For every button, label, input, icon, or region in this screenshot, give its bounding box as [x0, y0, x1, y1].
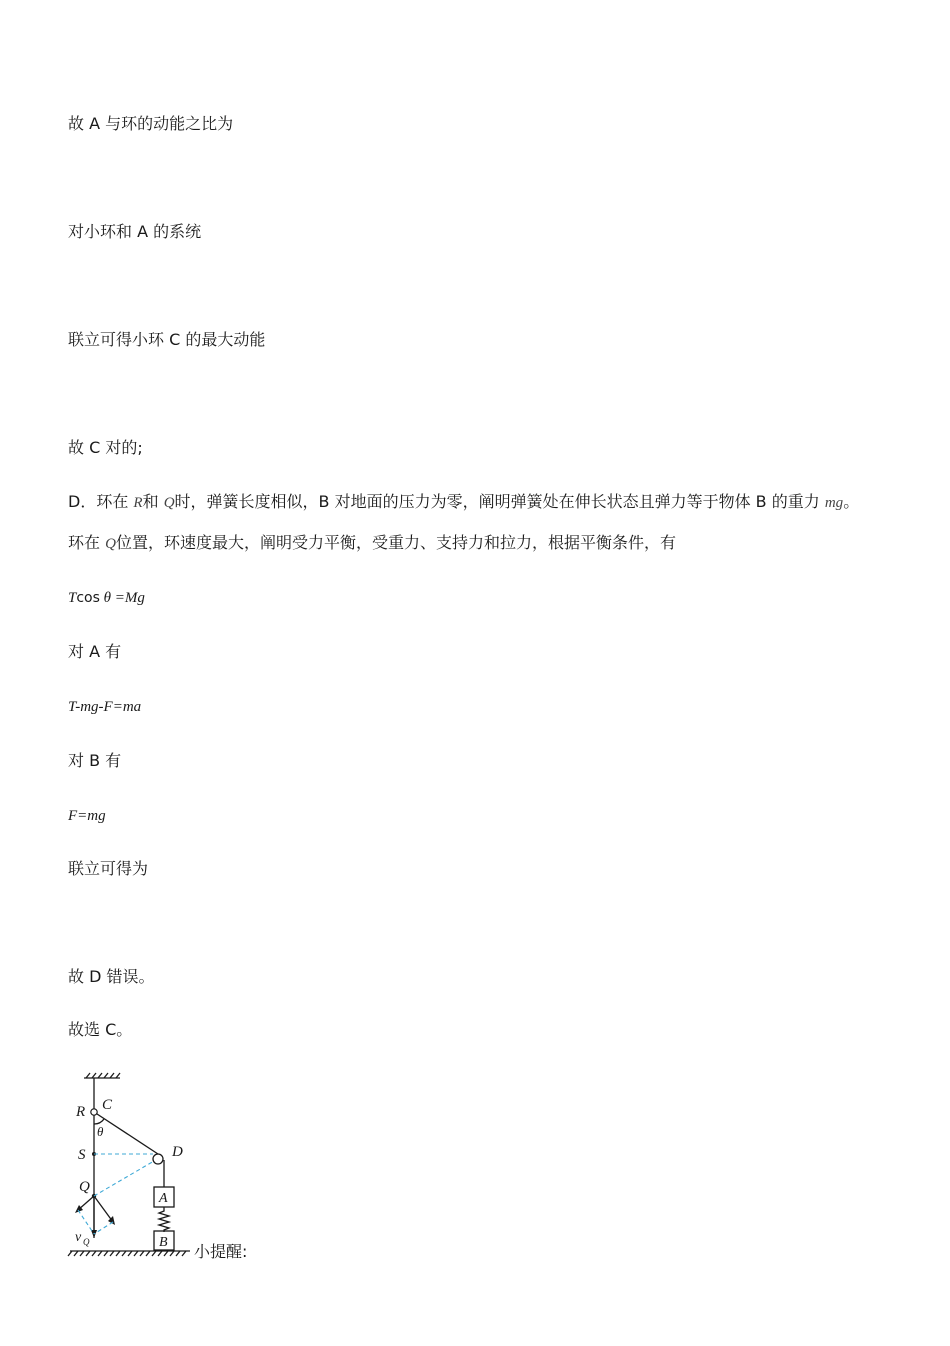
equation-b: F=mg — [68, 808, 106, 824]
pulley-d — [153, 1154, 163, 1164]
text-seg: 。 — [843, 492, 860, 511]
label-d: D — [172, 1144, 183, 1160]
text-line-system: 对小环和 A 的系统 — [68, 222, 202, 241]
text-line-choose-c: 故选 C。 — [68, 1020, 133, 1039]
label-q: Q — [79, 1179, 90, 1195]
text-seg: D．环在 — [68, 492, 134, 511]
ring-c — [91, 1109, 97, 1115]
var-Q: Q — [163, 495, 175, 511]
label-r: R — [76, 1104, 86, 1120]
text-seg: 环在 — [68, 533, 106, 552]
text-line-combine: 联立可得为 — [68, 859, 149, 878]
text-line-option-d — [68, 491, 859, 514]
text-line-ring-at-q — [68, 532, 676, 555]
text-line-c-correct: 故 C 对的; — [68, 438, 143, 457]
label-vq-sub: Q — [83, 1237, 90, 1247]
text-line-d-wrong: 故 D 错误。 — [68, 967, 155, 986]
text-seg: 位置，环速度最大，阐明受力平衡，受重力、支持力和拉力，根据平衡条件，有 — [115, 533, 676, 552]
var-mg: mg — [824, 495, 844, 511]
var-R: R — [133, 495, 143, 511]
eq-cos: cos — [76, 590, 100, 606]
equation-a: T-mg-F=ma — [68, 699, 142, 715]
eq-T: T — [68, 590, 77, 606]
text-line-for-b: 对 B 有 — [68, 751, 122, 770]
label-b: B — [159, 1235, 168, 1250]
text-line-for-a: 对 A 有 — [68, 642, 122, 661]
label-c: C — [102, 1097, 113, 1113]
eq-rest: θ =Mg — [103, 590, 145, 606]
text-seg: 时，弹簧长度相似，B 对地面的压力为零，阐明弹簧处在伸长状态且弹力等于物体 B 的重力 — [174, 492, 825, 511]
physics-diagram — [66, 1070, 196, 1260]
tip-label: 小提醒: — [194, 1242, 248, 1261]
label-a: A — [159, 1191, 168, 1206]
text-seg: 和 — [142, 492, 164, 511]
label-v: v — [75, 1230, 82, 1245]
equation-tcos — [68, 587, 145, 609]
label-theta: θ — [97, 1124, 104, 1139]
text-line-max-ke: 联立可得小环 C 的最大动能 — [68, 330, 266, 349]
label-s: S — [78, 1147, 86, 1163]
var-Q: Q — [105, 536, 116, 552]
text-line-a-ring-ke-ratio: 故 A 与环的动能之比为 — [68, 114, 234, 133]
